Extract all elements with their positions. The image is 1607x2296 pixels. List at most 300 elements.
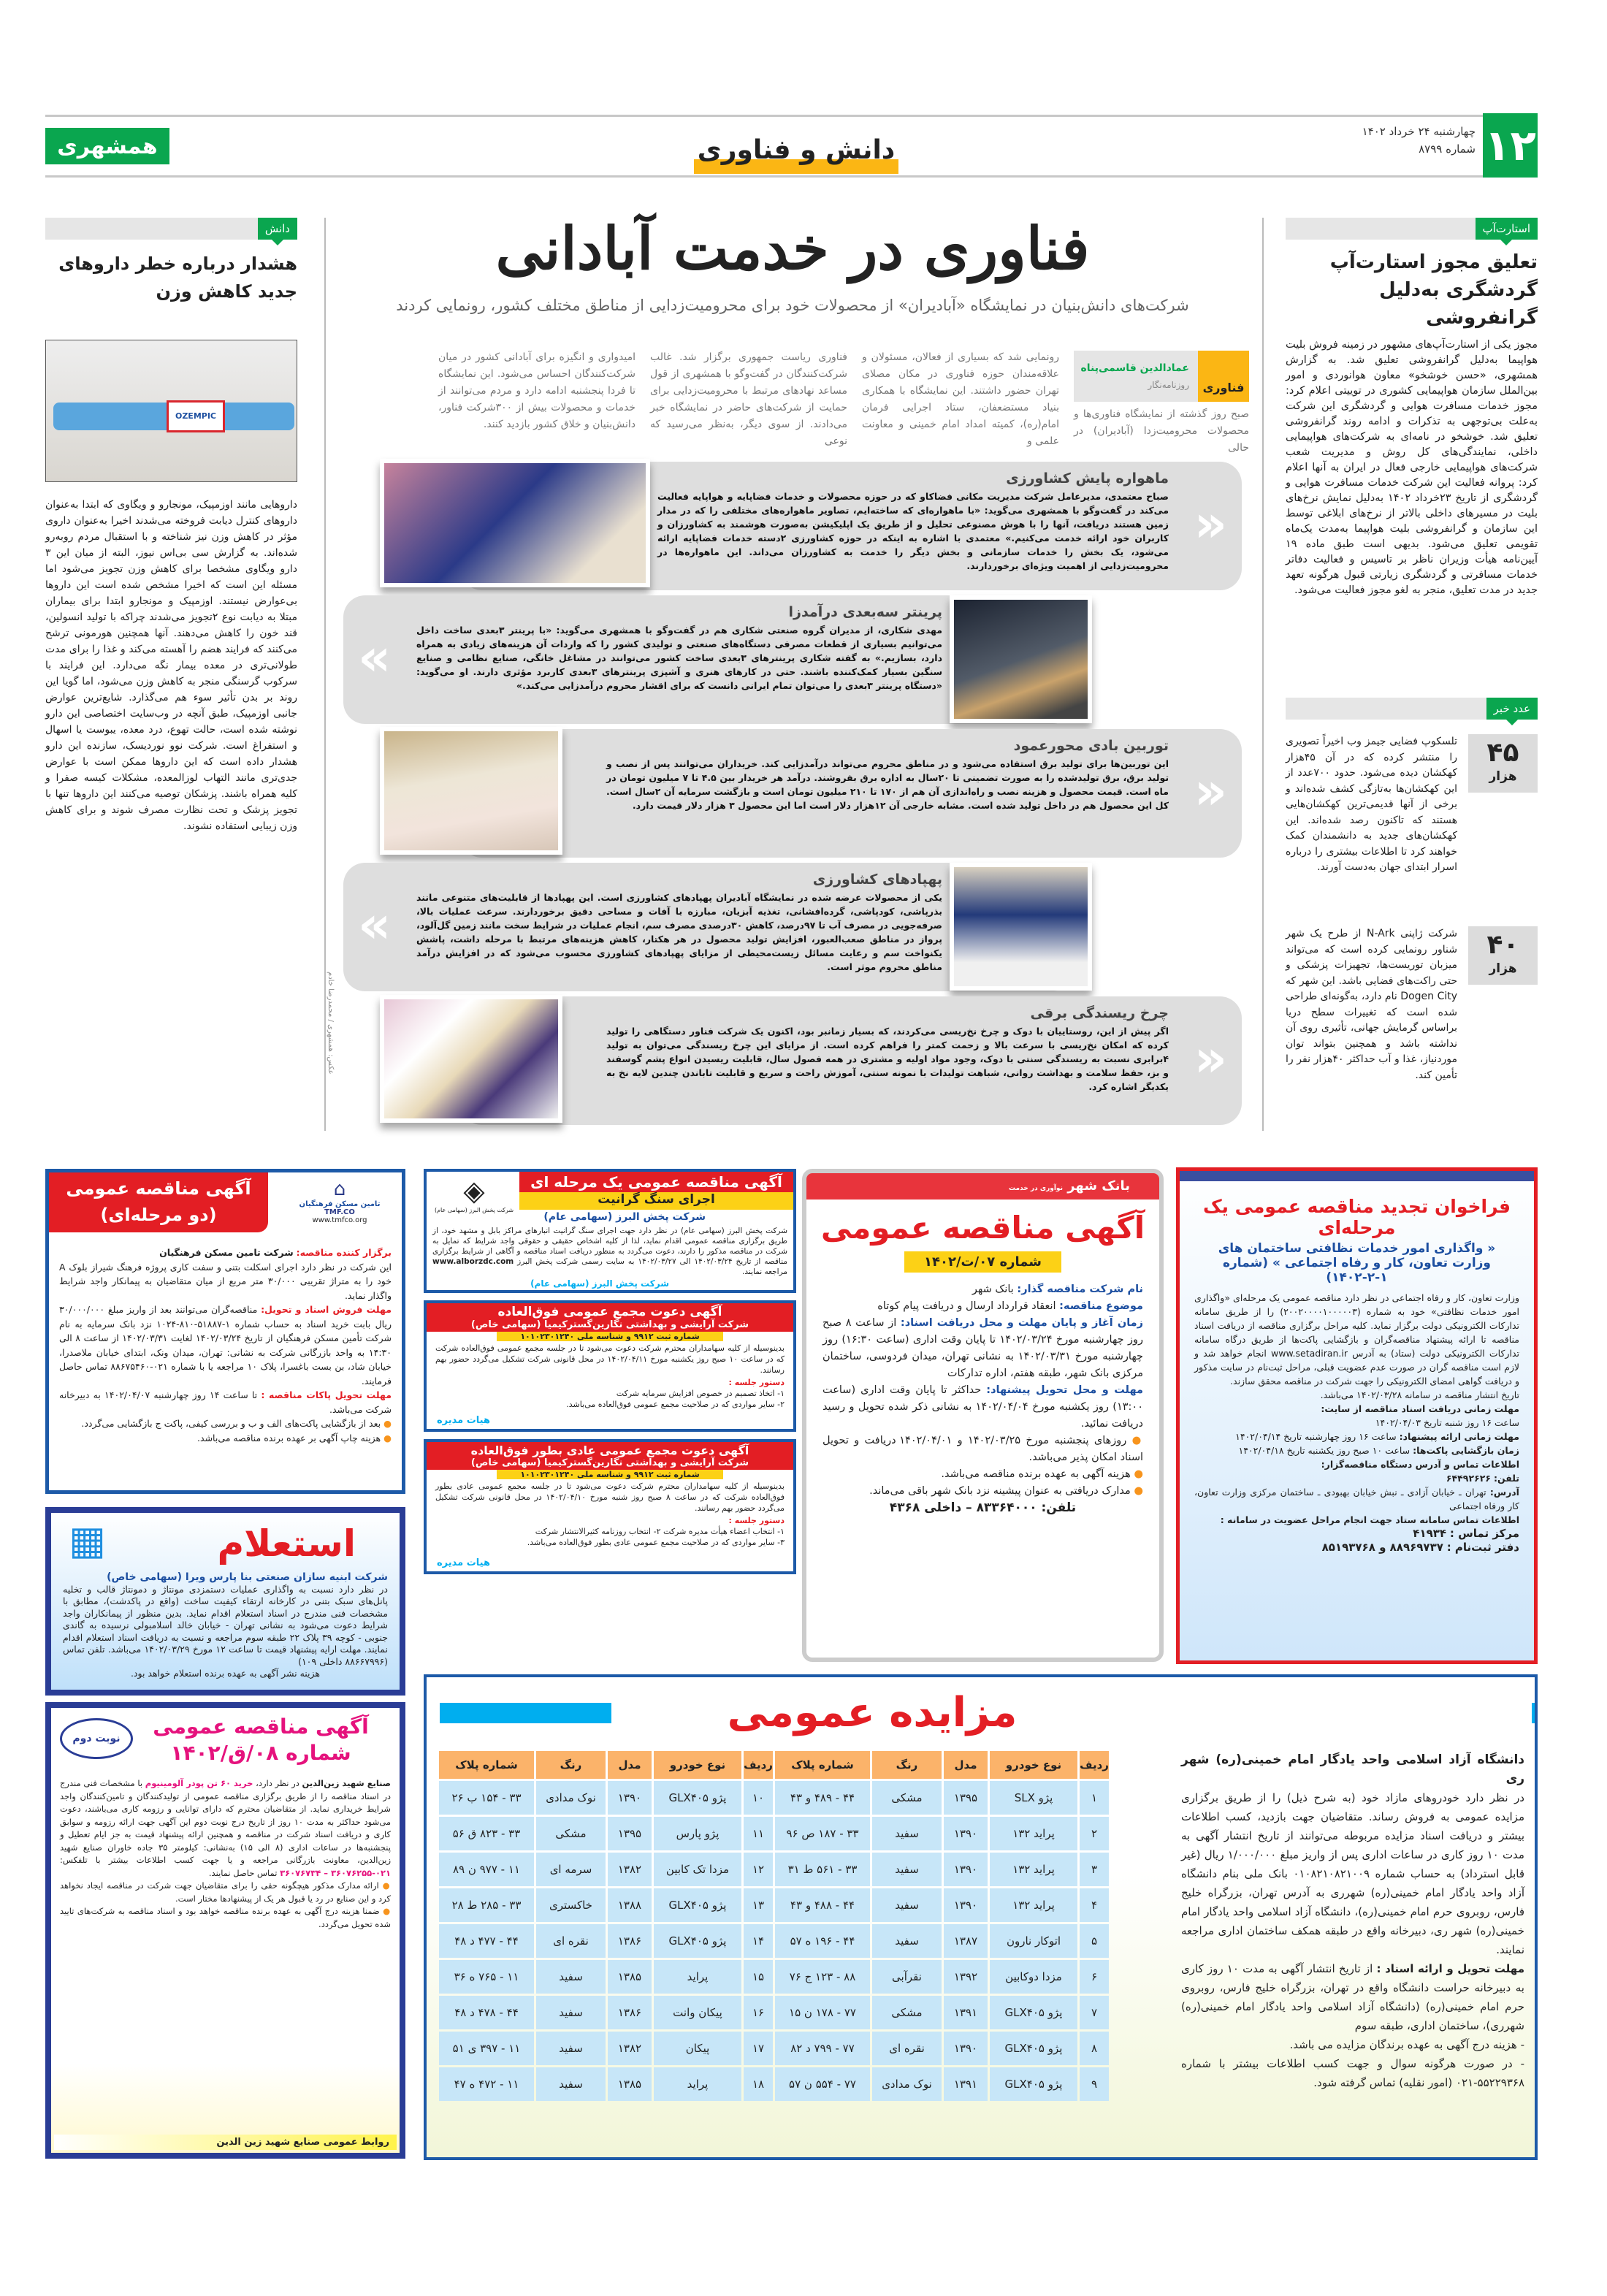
table-header: ردیف bbox=[1080, 1751, 1109, 1779]
ad-bullet: ● بعد از بازگشایی پاکت‌های الف و ب و بررسی کیفی، پاکت ج بازگشایی می‌گردد. bbox=[81, 1418, 392, 1429]
ad-note: - در صورت هرگونه سوال و جهت کسب اطلاعات بیشتر با شماره ۵۵۲۲۹۳۶۸-۰۲۱ (امور نقلیه) تماس گرفته شود. bbox=[1181, 2057, 1524, 2089]
ad-value: انعقاد قرارداد ارسال و دریافت پیام کوتاه bbox=[877, 1300, 1056, 1312]
ad-title: آگهی مناقصه عمومی یک مرحله ای bbox=[519, 1172, 793, 1192]
ad-company: شرکت ابنیه سازان صنعتی بنا پارس ویرا (سهامی خاص) bbox=[107, 1571, 388, 1583]
ad-company: شرکت آرایشی و بهداشتی نگارین‌گسترکیمیا (سهامی خاص) bbox=[470, 1319, 749, 1330]
author-name: عمادالدین قاسمی‌پناه bbox=[1080, 362, 1189, 374]
ad-bullet-text: ضمنا هزینه درج آگهی به عهده برنده مناقصه خواهد بود و اسناد مناقصه به شرکت‌های تایید شده تحویل می‌گردد. bbox=[60, 1906, 391, 1929]
ad-text: در نظر دارد، bbox=[256, 1778, 299, 1788]
bank-logo bbox=[806, 1173, 1159, 1200]
ad-subject: اجرای سنگ گرانیت bbox=[519, 1192, 793, 1210]
table-cell: ۱۱ bbox=[744, 1817, 773, 1850]
ad-zeinoddin-tender bbox=[45, 1702, 405, 2159]
wind-turbine-photo bbox=[380, 727, 562, 855]
number-value: ۴۰ bbox=[1486, 930, 1519, 960]
title-bar-left bbox=[440, 1703, 611, 1723]
ad-signature: هیات مدیره bbox=[437, 1415, 490, 1426]
ad-company: شرکت پخش البرز (سهامی عام) bbox=[543, 1211, 706, 1223]
table-row bbox=[439, 1888, 1109, 1922]
table-cell: ۱۳۹۱ bbox=[944, 1996, 988, 2029]
feature-body: اگر پیش از این، روستاییان با دوک و چرخ نخ‌ریسی می‌کردند، که بسیار زمانبر بود، اکنون یک شرکت فناور دستگاهی را تولید کرده که امکان نخ‌ریسی با سرعت بالا و زحمت کمتر را فراهم کرده است. از مزایای این چرخ ریسندگی می‌توان به تولید ۴برابری نسبت به ریسندگی سنتی با دوک، وجود مواد اولیه و مشتری در همه فصول سال، قابلیت ریسیدن انواع پشم گوسفند و بز، حفظ سلامت و بهداشت روانی، شباهت تولیدات با نمونه سنتی، آموزش راحت و سریع و قابلیت تاباندن چندین لایه نخ به یکدیگر اشاره کرد. bbox=[606, 1026, 1169, 1092]
table-cell: خاکستری bbox=[536, 1888, 606, 1922]
table-cell: نقره ای bbox=[872, 2032, 942, 2065]
ad-agenda bbox=[427, 1377, 793, 1410]
ad-label: موضوع مناقصه: bbox=[1059, 1300, 1143, 1312]
table-cell: ۴۴ - ۴۷۸ د ۴۸ bbox=[439, 1996, 534, 2029]
table-cell: ۱۳۹۲ bbox=[944, 1960, 988, 1994]
table-row bbox=[439, 1960, 1109, 1994]
ad-label: مهلت تحویل و ارائه اسناد : bbox=[1376, 1962, 1524, 1975]
table-cell: ۹ bbox=[1080, 2067, 1109, 2101]
table-cell: ۳۳ - ۱۵۴ ب ۲۶ bbox=[439, 1781, 534, 1815]
ad-body bbox=[1180, 1288, 1534, 1557]
ad-number: شماره ۰۷/ت/۱۴۰۲ bbox=[904, 1251, 1061, 1273]
table-cell: ۱۳۸۶ bbox=[608, 1924, 652, 1958]
intro-col: امیدواری و انگیزه برای آبادانی کشور در میان شرکت‌کنندگان احساس می‌شود. این نمایشگاه تا فردا پنجشنبه ادامه دارد و مردم می‌توانند از خدمات و محصولات بیش از ۳۰۰شرکت فناور، دانش‌بنیان و خلاق کشور بازدید کنند. bbox=[438, 351, 636, 430]
ad-title: استعلام bbox=[217, 1522, 356, 1565]
table-cell: سفید bbox=[872, 1817, 942, 1850]
table-cell: ۴۴ - ۴۷۷ د ۴۸ bbox=[439, 1924, 534, 1958]
ad-label: برگزار کننده مناقصه: bbox=[296, 1247, 392, 1258]
table-row bbox=[439, 1996, 1109, 2029]
ad-ministry-tender bbox=[1176, 1167, 1538, 1664]
table-header: رنگ bbox=[536, 1751, 606, 1779]
feature-title: پهپادهای کشاورزی bbox=[812, 872, 942, 888]
table-cell: پژو GLX۴۰۵ bbox=[654, 1888, 741, 1922]
ad-header bbox=[427, 1303, 793, 1332]
numbers-tag-bar bbox=[1286, 698, 1538, 720]
table-cell: ۱۳۸۷ bbox=[944, 1924, 988, 1958]
table-cell: ۱۳۹۰ bbox=[944, 1853, 988, 1886]
author-role: روزنامه‌نگار bbox=[1148, 380, 1189, 390]
science-headline: هشدار درباره خطر داروهای جدید کاهش وزن bbox=[58, 253, 297, 302]
table-cell: ۷۷ - ۵۵۴ ن ۵۷ bbox=[775, 2067, 870, 2101]
table-cell: ۶ bbox=[1080, 1960, 1109, 1994]
ad-phone: ۰۲۱-۳۶۰۷۶۲۵۵ – ۳۶۰۷۶۷۳۴ bbox=[280, 1867, 391, 1878]
table-cell: سفید bbox=[872, 1853, 942, 1886]
ad-value: تا ساعت ۱۴ روز چهارشنبه ۱۴۰۲/۰۴/۰۷ به دبیرخانه شرکت می‌باشد. bbox=[59, 1389, 392, 1415]
chevron-left-icon: « bbox=[1194, 494, 1227, 554]
table-cell: ۴۴ - ۴۸۸ و ۴۳ bbox=[775, 1888, 870, 1922]
bank-logo-text: بانک شهر bbox=[1067, 1178, 1130, 1194]
table-cell: ۱۳ bbox=[744, 1888, 773, 1922]
alborz-logo-icon: ◈ bbox=[463, 1175, 485, 1207]
table-cell: مزدا تک کابین bbox=[654, 1853, 741, 1886]
tmf-logo bbox=[285, 1178, 394, 1224]
ad-body: بدینوسیله از کلیه سهامداران محترم شرکت دعوت می‌شود تا در جلسه مجمع عمومی عادی بطور فوق‌العاده شرکت که در ساعت ۸ صبح روز شنبه مورخ ۱۴۰۲/۰۴/۱۰ در محل قانونی شرکت تشکیل می‌گردد حضور بهم رسانند. bbox=[435, 1481, 785, 1513]
satellite-photo bbox=[380, 459, 650, 587]
tmf-logo-en: TMF.CO bbox=[324, 1208, 355, 1216]
intro-col: صبح روز گذشته از نمایشگاه فناوری‌ها و محصولات محرومیت‌زدا (آبادیران) در حالی bbox=[1074, 408, 1249, 454]
ad-body bbox=[432, 1226, 787, 1277]
table-header: مدل bbox=[944, 1751, 988, 1779]
photo-credit: عکس: همشهری / محمدرضا خادم bbox=[327, 972, 335, 1075]
table-cell: ۸۸ - ۱۲۳ ج ۷۶ bbox=[775, 1960, 870, 1994]
ad-label: دفتر ثبت‌نام : bbox=[1446, 1541, 1519, 1554]
ad-bullet-text: هزینه چاپ آگهی بر عهده برنده مناقصه می‌باشد. bbox=[197, 1432, 381, 1443]
ad-value: ساعت ۱۶ روز چهارشنبه تاریخ ۱۴۰۲/۰۴/۱۴ bbox=[1235, 1431, 1397, 1442]
table-cell: ۲ bbox=[1080, 1817, 1109, 1850]
table-cell: ۱۵ bbox=[744, 1960, 773, 1994]
ad-label: مهلت تحویل پاکات مناقصه : bbox=[261, 1389, 392, 1400]
ad-body bbox=[60, 1777, 391, 1931]
ad-footer: هزینه نشر آگهی به عهده برنده استعلام خواهد بود. bbox=[130, 1668, 321, 1679]
table-cell: پژو SLX bbox=[990, 1781, 1077, 1815]
ad-phone: ۸۸۹۶۹۷۳۷ و ۸۵۱۹۳۷۶۸ bbox=[1321, 1541, 1443, 1554]
table-cell: ۱۳۹۵ bbox=[944, 1781, 988, 1815]
feature-body: مهدی شکاری، از مدیران گروه صنعتی شکاری هم در گفت‌وگو با همشهری می‌گوید: «با پرینتر ۳بعدی ساخت داخل می‌توانیم بسیاری از قطعات مصرفی دستگاه‌های صنعتی و تولیدی کشور را که واردات آن هزینه‌های زیادی به همراه دارد، بسازیم.» به گفته شکاری پرینترهای ۳بعدی ساخت کشور می‌توانند در مشاغل خانگی، صنایع نظامی و صنایع سنگین بسیار کمک‌کننده باشند. حتی در کارهای هنری و آشپزی پرینترهای ۳بعدی کاربرد مؤثری دارند. او می‌گوید: «دستگاه پرینتر ۳بعدی را می‌توان تمام ایرانی دانست که برای اقشار محروم درآمدزایی می‌کند.» bbox=[416, 625, 942, 691]
table-cell: ۱۳۹۰ bbox=[944, 1888, 988, 1922]
table-cell: ۱۳۹۱ bbox=[944, 2067, 988, 2101]
ad-subtitle: « واگذاری امور خدمات نظافتی ساختمان های وزارت تعاون، کار و رفاه اجتماعی » (شماره ۱-۲-۱۴۰۲) bbox=[1218, 1241, 1496, 1285]
ad-agenda-item: ۲- سایر مواردی که در صلاحیت مجمع عمومی فوق‌العاده می‌باشد. bbox=[566, 1400, 785, 1409]
table-row bbox=[439, 1853, 1109, 1886]
ad-label: مهلت زمانی دریافت اسناد مناقصه از سایت: bbox=[1321, 1403, 1519, 1414]
issue-info bbox=[1308, 123, 1476, 158]
table-cell: ۱۳۹۰ bbox=[944, 1817, 988, 1850]
tmf-url: www.tmfco.org bbox=[312, 1216, 367, 1224]
table-cell: مشکی bbox=[536, 1817, 606, 1850]
ad-text: این شرکت در نظر دارد اجرای اسکلت بتنی و سفت کاری پروژه فرهنگ شیراز بلوک A خود را به متراژ تقریبی ۳۰/۰۰۰ متر مربع از میان متقاضیان به پیمانکار واجد شرایط واگذار نماید. bbox=[59, 1261, 392, 1301]
ad-title: فراخوان تجدید مناقصه عمومی یک مرحله‌ای bbox=[1202, 1196, 1511, 1238]
ozempic-photo bbox=[45, 340, 297, 482]
ad-signature: هیات مدیره bbox=[437, 1557, 490, 1568]
ad-bullet: ● مدارک دریافتی به عنوان پیشینه نزد بانک شهر باقی می‌ماند. bbox=[869, 1485, 1143, 1497]
ad-bullet: ● هزینه چاپ آگهی بر عهده برنده مناقصه می‌باشد. bbox=[197, 1432, 392, 1443]
house-icon: ⌂ bbox=[333, 1178, 346, 1200]
number-text: تلسکوپ فضایی جیمز وب اخیراً تصویری را منتشر کرده که در آن ۴۵هزار کهکشان دیده می‌شود. حدود ۷۰۰عدد از این کهکشان‌ها به‌تازگی کشف شده‌اند و برخی از آنها قدیمی‌ترین کهکشان‌هایی هستند که تاکنون رصد شده‌اند. این کهکشان‌های جدید به دانشمندان کمک خواهند کرد تا اطلاعات بیشتری را درباره اسرار ابتدای جهان به‌دست آورند. bbox=[1286, 736, 1457, 873]
title-bar-right bbox=[1532, 1703, 1538, 1723]
issue-number: شماره ۸۷۹۹ bbox=[1419, 142, 1476, 156]
table-cell: مشکی bbox=[872, 1996, 942, 2029]
ad-label: تلفن: bbox=[1493, 1473, 1519, 1484]
ad-company: شرکت آرایشی و بهداشتی نگارین‌گسترکیمیا (سهامی خاص) bbox=[470, 1457, 749, 1468]
ad-agenda-item: ۳- سایر مواردی که در صلاحیت مجمع عمومی عادی بطور فوق‌العاده می‌باشد. bbox=[527, 1538, 785, 1547]
page-number: ۱۲ bbox=[1483, 113, 1538, 178]
ad-org: دانشگاه آزاد اسلامی واحد یادگار امام خمینی(ره) شهر ری bbox=[1181, 1752, 1524, 1786]
ad-kimia-extraordinary bbox=[424, 1300, 796, 1432]
ad-label: مهلت زمانی ارائه پیشنهاد: bbox=[1399, 1431, 1519, 1442]
table-cell: ۳۳ - ۵۶۱ ط ۳۱ bbox=[775, 1853, 870, 1886]
ad-agenda-label: دستور جلسه : bbox=[728, 1378, 785, 1387]
ad-text: در نظر دارد خودروهای مازاد خود (به شرح ذیل) را از طریق برگزاری مزایده عمومی به فروش رساند. متقاضیان جهت بازدید، کسب اطلاعات بیشتر و دریافت اسناد مزایده مربوطه می‌توانند از تاریخ انتشار آگهی به مدت ۱۰ روز کاری در ساعات اداری پس از واریز مبلغ ۱/۰۰۰/۰۰۰ ریال (غیر قابل استرداد) به حساب شماره ۰۱۰۸۲۱۰۸۲۱۰۰۹ بانک ملی بنام دانشگاه آزاد واحد یادگار امام خمینی(ره) شهرری به آدرس تهران، بزرگراه خلیج فارس، روبروی حرم امام خمینی(ره)، دانشگاه آزاد اسلامی واحد یادگار امام خمینی(ره) شهر ری، دبیرخانه واقع در طبقه همکف ساختمان اداری مراجعه نمایند. bbox=[1181, 1791, 1524, 1956]
ad-label: زمان آغاز و پایان مهلت و محل دریافت اسناد: bbox=[900, 1317, 1143, 1329]
ad-kimia-ordinary bbox=[424, 1439, 796, 1574]
table-cell: سفید bbox=[536, 1960, 606, 1994]
ad-top-bar bbox=[1180, 1171, 1534, 1181]
ad-title: آگهی دعوت مجمع عمومی عادی بطور فوق‌العاده bbox=[470, 1443, 749, 1457]
ad-number: شماره ۰۸/ق/۱۴۰۲ bbox=[170, 1741, 351, 1765]
ad-registration: شماره ثبت ۹۹۱۲ و شناسه ملی ۱۰۱۰۲۳۰۱۲۴۰ bbox=[497, 1332, 723, 1341]
table-row bbox=[439, 1781, 1109, 1815]
table-cell: ۱۸ bbox=[744, 2067, 773, 2101]
table-header: ردیف bbox=[744, 1751, 773, 1779]
ad-label: اطلاعات تماس سامانه ستاد جهت انجام مراحل عضویت در سامانه : bbox=[1220, 1514, 1519, 1525]
ad-estelam bbox=[45, 1507, 405, 1696]
column-divider bbox=[1262, 218, 1264, 1131]
ad-value: مناقصه‌گران می‌توانند بعد از واریز مبلغ ۳۰/۰۰۰/۰۰۰ ریال بابت خرید اسناد به حساب شماره ۱-۵۱۸۸۷-۸۱۰-۱۰۲۴ نزد بانک سرمایه به نام شرکت تأمین مسکن فرهنگیان از تاریخ ۱۴۰۲/۰۳/۲۴ لغایت ۱۴۰۲/۰۳/۳۱ از ساعت ۸ الی ۱۴:۳۰ به واحد بازرگانی شرکت به نشانی: تهران، میدان ونک، ابتدای خیابان ملاصدرا، خیابان شاد، بن بست باغسرا، پلاک ۱۰ مراجعه یا با شماره ۰۲۱-۸۸۶۷۵۴۶۰ تماس حاصل فرمایند. bbox=[59, 1304, 392, 1387]
ad-body bbox=[806, 1278, 1159, 1519]
table-cell: ۱۳۸۲ bbox=[608, 2032, 652, 2065]
ad-body bbox=[59, 1246, 392, 1445]
table-header-row bbox=[439, 1751, 1109, 1779]
table-row bbox=[439, 1924, 1109, 1958]
feature-body: یکی از محصولات عرضه شده در نمایشگاه آبادیران پهپادهای کشاورزی است. این پهپادها از قابلیت‌های متنوعی مانند بذرپاشی، کودپاشی، گرده‌افشانی، تغذیه آبزیان، مبارزه با آفات و مساحی دقیق برخوردارند. سرعت عملیات بالا، صرفه‌جویی در مصرف آب تا ۹۷درصد، کاهش ۳۰درصدی مصرف سم، انجام عملیات در شرایط سخت مانند زمین گل‌آلود، پرواز در مناطق صعب‌العبور، افزایش تولید محصول در هر هکتار، کاهش هزینه‌های مرتبط با مرحله داشت، پاشش یکنواخت سم و رعایت مسائل زیست‌محیطی از مزایای پهپادهای کشاورزی محسوب می‌شود که در افزایش درآمد مناطق محروم موثر است. bbox=[416, 892, 942, 972]
ad-agenda-item: ۱- انتخاب اعضاء هیأت مدیره شرکت ۲- انتخاب روزنامه کثیرالانتشار شرکت bbox=[535, 1527, 785, 1536]
spinning-wheel-photo bbox=[380, 995, 562, 1123]
ad-value: از تاریخ انتشار آگهی به مدت ۱۰ روز کاری به دبیرخانه حراست دانشگاه واقع در تهران، بزرگراه خلیج فارس، روبروی حرم امام خمینی(ره) (دانشگاه آزاد اسلامی واحد یادگار امام خمینی(ره) شهرری)، ساختمان اداری، طبقه سوم bbox=[1181, 1962, 1524, 2032]
ad-title-2: (دو مرحله‌ای) bbox=[100, 1205, 217, 1225]
ad-label: مهلت و محل تحویل پیشنهاد: bbox=[986, 1384, 1144, 1396]
3d-printer-photo bbox=[950, 595, 1092, 723]
table-cell: ۷۷ - ۷۹۹ د ۸۲ bbox=[775, 2032, 870, 2065]
science-tag: دانش bbox=[258, 218, 297, 240]
table-cell: سفید bbox=[872, 1924, 942, 1958]
ad-value: شرکت تامین مسکن فرهنگیان bbox=[159, 1247, 294, 1258]
table-cell: ۱۳۸۵ bbox=[608, 2067, 652, 2101]
ad-text: شرکت پخش البرز (سهامی عام) در نظر دارد جهت اجرای سنگ گرانیت انبارهای مراکز بابل و مشهد خود، از طریق برگزاری مناقصه عمومی اقدام نماید، لذا از کلیه اشخاص حقیقی و حقوقی واجد شرایط که تمایل به شرکت در مناقصه مذکور را دارند، دعوت می‌گردد به منظور دریافت اسناد مناقصه و آگاهی از شرایط برگزاری مناقصه از تاریخ ۱۴۰۲/۰۳/۲۴ الی ۱۴۰۲/۰۳/۲۷ به سایت رسمی شرکت پخش البرز bbox=[432, 1227, 787, 1266]
table-cell: ۱۳۹۰ bbox=[944, 2032, 988, 2065]
table-cell: پیکان وانت bbox=[654, 1996, 741, 2029]
table-cell: ۳۳ - ۱۸۷ ص ۹۶ bbox=[775, 1817, 870, 1850]
ad-bullet-text: ارائه مدارک مذکور هیچگونه حقی را برای متقاضیان جهت شرکت در مناقصه ایجاد نخواهد کرد و این صنایع در رد یا قبول هر یک از پیشنهادها مختار است. bbox=[60, 1880, 391, 1904]
table-cell: ۳۳ - ۲۸۵ ط ۲۸ bbox=[439, 1888, 534, 1922]
ad-footer: روابط عمومی صنایع شهید زین الدین bbox=[54, 2135, 397, 2150]
table-cell: ۱۰ bbox=[744, 1781, 773, 1815]
ad-value: ساعت ۱۶ روز شنبه تاریخ ۱۴۰۲/۰۴/۰۳ bbox=[1375, 1417, 1519, 1428]
ad-label: اطلاعات تماس و آدرس دستگاه مناقصه‌گزار: bbox=[1321, 1459, 1519, 1470]
table-cell: نقره ای bbox=[536, 1924, 606, 1958]
ad-bank-shahr bbox=[802, 1169, 1164, 1662]
table-header: رنگ bbox=[872, 1751, 942, 1779]
ad-label: مرکز تماس : bbox=[1449, 1527, 1519, 1540]
table-header: نوع خودرو bbox=[990, 1751, 1077, 1779]
chevron-right-icon: » bbox=[358, 895, 392, 955]
table-cell: ۱۳۸۵ bbox=[608, 1960, 652, 1994]
table-cell: پراید bbox=[654, 1960, 741, 1994]
ad-bullet: ● ضمنا هزینه درج آگهی به عهده برنده مناقصه خواهد بود و اسناد مناقصه به شرکت‌های تایید شده تحویل می‌گردد. bbox=[60, 1906, 392, 1929]
ad-body bbox=[1181, 1750, 1524, 2092]
ad-label: زمان بازگشایی پاکت‌ها: bbox=[1413, 1445, 1519, 1456]
table-header: مدل bbox=[608, 1751, 652, 1779]
ad-registration: شماره ثبت ۹۹۱۲ و شناسه ملی ۱۰۱۰۲۳۰۱۲۴۰ bbox=[497, 1470, 723, 1479]
numbers-tag: عدد خبر bbox=[1486, 698, 1538, 720]
ad-header bbox=[144, 1714, 378, 1766]
ad-publish-date: تاریخ انتشار مناقصه در سامانه ۱۴۰۲/۰۳/۲۸ می‌باشد. bbox=[1320, 1389, 1519, 1400]
table-cell: ۱۳۸۲ bbox=[608, 1853, 652, 1886]
table-cell: پراید ۱۳۲ bbox=[990, 1817, 1077, 1850]
building-icon: ▦ bbox=[69, 1517, 107, 1563]
ad-value: از ساعت ۸ صبح روز چهارشنبه مورخ ۱۴۰۲/۰۳/۲۴ تا پایان وقت اداری (ساعت ۱۶:۳۰) روز چهارشنبه مورخ ۱۴۰۲/۰۳/۳۱ به نشانی تهران، میدان فردوسی، ساختمان مرکزی بانک شهر، طبقه هفتم، اداره تدارکات bbox=[822, 1317, 1143, 1379]
feature-box bbox=[460, 729, 1242, 858]
table-cell: اتوکار نارون bbox=[990, 1924, 1077, 1958]
table-header: شماره پلاک bbox=[775, 1751, 870, 1779]
ad-agenda-item: ۱- اتخاذ تصمیم در خصوص افزایش سرمایه شرکت bbox=[616, 1389, 785, 1398]
ad-item: خرید ۶۰ تن پودر آلومینیوم bbox=[145, 1778, 253, 1788]
table-cell: نوک مدادی bbox=[872, 2067, 942, 2101]
number-text: شرکت ژاپنی N-Ark از طرح یک شهر شناور رونمایی کرده است که می‌تواند میزبان توریست‌ها، تجهیزات پزشکی و حتی راکت‌های فضایی باشد. این شهر که Dogen City نام دارد، به‌گونه‌ای طراحی شده است که تغییرات سطح دریا براساس گرمایش جهانی، تأثیری روی آن نداشته باشد و همچنین بتواند توان موردنیاز، غذا و آب حداکثر ۴۰هزار نفر را تأمین کند. bbox=[1286, 928, 1458, 1081]
chevron-right-icon: » bbox=[358, 628, 392, 687]
table-cell: ۴ bbox=[1080, 1888, 1109, 1922]
ad-text: وزارت تعاون، کار و رفاه اجتماعی در نظر دارد مناقصه عمومی یک مرحله‌ای «واگذاری امور خدمات نظافتی» خود به شماره (۲۰۰۲۰۰۰۰۱۰۰۰۰۰۳) را از طریق سامانه تدارکات الکترونیکی دولت برگزار نماید. کلیه مراحل برگزاری مناقصه از دریافت اسناد مناقصه تا ارائه پیشنهاد مناقصه‌گران و بازگشایی پاکت‌ها از طریق درگاه سامانه تدارکات الکترونیکی دولت (ستاد) به آدرس www.setadiran.ir انجام خواهد شد و لازم است مناقصه گران در صورت عدم عضویت قبلی، مراحل ثبت‌نام در سایت مذکور و دریافت گواهی امضای الکترونیکی را جهت شرکت در مناقصه محقق سازند. bbox=[1194, 1292, 1519, 1387]
feature-body: این توربین‌ها برای تولید برق استفاده می‌شود و در مناطق محروم می‌تواند درآمدزایی کند. خریداران می‌توانند پس از نصب و تولید برق، برق تولیدشده را به صورت تضمینی تا ۲۰سال به اداره برق بفروشند. درآمد هر خریدار بین ۴.۵ تا ۷ میلیون تومان در ماه است. قیمت محصول و هزینه نصب و راه‌اندازی آن هم از ۱۷۰ تا ۲۱۰ میلیون تومان است و بازگشت سرمایه آن ۲سال است. کل این محصول هم در داخل تولید شده است. مشابه خارجی آن ۱۲هزار دلار است اما این محصول ۳ هزار دلار قیمت دارد. bbox=[606, 758, 1169, 811]
ad-bullet-text: روزهای پنجشنبه مورخ ۱۴۰۲/۰۳/۲۵ و ۱۴۰۲/۰۴/۰۱ دریافت و تحویل اسناد امکان پذیر می‌باشد. bbox=[822, 1435, 1143, 1463]
feature-body: صباح معتمدی، مدیرعامل شرکت مدیریت مکانی فضاکاو که در حوزه محصولات و خدمات فضاپایه و هواپایه فعالیت می‌کند در گفت‌وگو با همشهری می‌گوید: «با ماهواره‌ای که ساخته‌ایم، تصاویر ماهواره‌های مختلفی را که در مدار زمین هستند دریافت، آنها را با هوش مصنوعی تحلیل و از طریق یک اپلیکیشن به‌صورت هوشمند به کشاورزان و کاربران خود ارائه خدمت می‌کنیم.» معتمدی با اشاره به اینکه در حوزه کشاورزی ۲دسته خدمات فضاپایه ارائه می‌شود، یک بخش را خدمات سازمانی و بخش دیگر را خدمت به کشاورزان می‌داند. این ماهواره‌ها در محرومیت‌زدایی از اهمیت ویژه‌ای برخوردارند. bbox=[657, 491, 1169, 571]
ad-title: آگهی مناقصه عمومی bbox=[153, 1715, 369, 1739]
section-title-text: دانش و فناوری bbox=[697, 135, 896, 165]
table-cell: ۱۴ bbox=[744, 1924, 773, 1958]
ad-phone: تلفن: ۸۳۳۶۴۰۰۰ – داخلی ۴۳۶۸ bbox=[889, 1500, 1077, 1515]
ad-label: آدرس: bbox=[1489, 1487, 1519, 1498]
ad-header bbox=[49, 1172, 268, 1232]
ad-auction bbox=[424, 1674, 1538, 2160]
chevron-left-icon: « bbox=[1194, 1029, 1227, 1088]
ad-header bbox=[427, 1442, 793, 1470]
section-title bbox=[650, 135, 942, 165]
alborz-logo-text: شرکت پخش البرز (سهامی عام) bbox=[434, 1207, 514, 1213]
ad-text: با مشخصات فنی مندرج در اسناد مناقصه را از طریق برگزاری مناقصه عمومی از تولیدکنندگان و تامین‌کنندگان واجد شرایط خریداری نماید. از متقاضیان محترم که دارای توانایی و رزومه کاری می‌باشند، دعوت می‌شود حداکثر به مدت ۱۰ روز از تاریخ درج نوبت دوم این آگهی جهت ارائه رزومه و سوابق کاری و دریافت اسناد شرکت در مناقصه و همچنین ارائه پیشنهاد قیمت به جز ایام تعطیل و پنجشنبه‌ها در ساعات اداری (۸ الی ۱۵) به‌نشانی: کیلومتر ۳۵ جاده خاوران صنایع شهید زین‌الدین، معاونت بازرگانی مراجعه و یا جهت کسب اطلاعات بیشتر با تلفکس: bbox=[60, 1778, 391, 1865]
table-cell: ۱۱ - ۷۶۵ ه ۳۶ bbox=[439, 1960, 534, 1994]
table-cell: سفید bbox=[536, 2032, 606, 2065]
table-header: شماره پلاک bbox=[439, 1751, 534, 1779]
table-cell: ۱ bbox=[1080, 1781, 1109, 1815]
intro-col: رونمایی شد که بسیاری از فعالان، مسئولان و علاقه‌مندان حوزه فناوری در مکان مصلای تهران حضور داشتند. این نمایشگاه با همکاری بنیاد مستضعفان، ستاد اجرایی فرمان امام(ره)، کمیته امداد امام خمینی و معاونت علمی و bbox=[862, 351, 1059, 447]
number-box bbox=[1468, 734, 1538, 793]
main-headline: فناوری در خدمت آبادانی bbox=[495, 214, 1090, 283]
table-cell: پراید ۱۳۲ bbox=[990, 1888, 1077, 1922]
table-cell: ۳۳ - ۸۲۳ ق ۵۶ bbox=[439, 1817, 534, 1850]
table-cell: ۵ bbox=[1080, 1924, 1109, 1958]
ad-title: مزایده عمومی bbox=[727, 1689, 1018, 1736]
startup-headline: تعلیق مجوز استارت‌آپ گردشگری به‌دلیل گرانفروشی bbox=[1329, 251, 1538, 329]
number-unit: هزار bbox=[1489, 961, 1517, 976]
auction-table bbox=[437, 1749, 1111, 2103]
table-cell: پژو GLX۴۰۵ bbox=[990, 1996, 1077, 2029]
author-box bbox=[1074, 351, 1249, 402]
ad-phone: ۶۴۴۹۲۶۲۶ bbox=[1446, 1473, 1491, 1484]
feature-title: پرینتر سه‌بعدی درآمدزا bbox=[788, 604, 942, 620]
startup-tag-bar bbox=[1286, 218, 1538, 240]
ad-label: نام شرکت مناقصه گذار: bbox=[1017, 1284, 1143, 1295]
table-cell: پراید bbox=[654, 2067, 741, 2101]
alborz-logo bbox=[434, 1175, 514, 1213]
ad-agenda bbox=[427, 1515, 793, 1548]
main-subtitle: شرکت‌های دانش‌بنیان در نمایشگاه «آبادیران» از محصولات خود برای محرومیت‌زدایی از مناطق مختلف کشور، رونمایی کردند bbox=[396, 297, 1189, 314]
table-cell: ۱۳۹۵ bbox=[608, 1817, 652, 1850]
bank-logo-tagline: نوآوری در خدمت bbox=[1008, 1185, 1063, 1192]
ad-body bbox=[63, 1571, 388, 1680]
science-body: داروهایی مانند اوزمپیک، مونجارو و ویگاوی که ابتدا به‌عنوان داروهای کنترل دیابت فروخته می‌شدند اخیرا به‌عنوان داروی مؤثر در کاهش وزن نیز شناخته و با استقبال مردم روبه‌رو شده‌اند. به گزارش سی بی‌اس نیوز، البته از میان این ۳ دارو ویگاوی مشخصا برای کاهش وزن تجویز می‌شود اما مسئله این است که اخیرا مشخص شده است این داروها بی‌عوارض نیستند. اوزمپیک و مونجارو ابتدا برای بیماران مبتلا به دیابت نوع ۲تجویز می‌شدند چراکه با تولید انسولین، قند خون را کاهش می‌دهند. آنها همچنین هورمونی ترشح می‌کنند که فرایند هضم را آهسته می‌کند و غذا را برای مدت طولانی‌تری در معده بیمار نگه می‌دارد. این فرایند با سرکوب گرسنگی منجر به کاهش وزن می‌شود، اما گویا این روند بر بدن تأثیر سوء هم می‌گذارد. شایع‌ترین عوارض جانبی اوزمپیک، طبق آنچه در وب‌سایت اختصاصی این دارو نوشته شده است، حالت تهوع، درد معده، یبوست یا اسهال و استفراغ است. شرکت نوو نوردیسک، سازنده این دارو هشدار داده است که این داروها ممکن است با عوارض جدی‌تری مانند التهاب لوزالمعده، مشکلات کیسه صفرا و کلیه همراه باشند. پزشکان توصیه می‌کنند این داروها تنها با تجویز پزشک و تحت نظارت مصرف شوند و برای کاهش وزن زیبایی استفاده نشوند. bbox=[45, 499, 297, 832]
table-cell: ۱۱ - ۳۹۷ ی ۵۱ bbox=[439, 2032, 534, 2065]
ad-note: - هزینه درج آگهی به عهده برندگان مزایده می باشد. bbox=[1289, 2038, 1524, 2051]
ad-agenda-label: دستور جلسه : bbox=[728, 1516, 785, 1525]
ad-bullet: ● ارائه مدارک مذکور هیچگونه حقی را برای متقاضیان جهت شرکت در مناقصه ایجاد نخواهد کرد و این صنایع در رد یا قبول هر یک از پیشنهادها مختار است. bbox=[60, 1880, 391, 1904]
ad-alborz bbox=[424, 1169, 796, 1293]
ad-value: ساعت ۱۰ صبح روز یکشنبه تاریخ ۱۴۰۲/۰۴/۱۸ bbox=[1238, 1445, 1411, 1456]
ad-bullet: ● روزهای پنجشنبه مورخ ۱۴۰۲/۰۳/۲۵ و ۱۴۰۲/۰۴/۰۱ دریافت و تحویل اسناد امکان پذیر می‌باشد. bbox=[822, 1435, 1143, 1463]
startup-tag: استارت‌آپ bbox=[1476, 218, 1538, 240]
table-header: نوع خودرو bbox=[654, 1751, 741, 1779]
table-cell: ۷ bbox=[1080, 1996, 1109, 2029]
table-cell: نوک مدادی bbox=[536, 1781, 606, 1815]
ad-address: تهران ـ خیابان آزادی ـ نبش خیابان بهبودی ـ ساختمان مرکزی وزارت تعاون، کار ورفاه اجتماعی bbox=[1194, 1487, 1519, 1511]
table-cell: ۱۷ bbox=[744, 2032, 773, 2065]
ad-bullet-text: مدارک دریافتی به عنوان پیشینه نزد بانک شهر باقی می‌ماند. bbox=[869, 1485, 1131, 1497]
header-rule-bottom bbox=[45, 175, 1484, 178]
table-row bbox=[439, 2032, 1109, 2065]
number-unit: هزار bbox=[1489, 769, 1517, 784]
ad-title: آگهی مناقصه عمومی bbox=[820, 1210, 1145, 1246]
table-cell: ۱۱ - ۴۷۲ ه ۴۷ bbox=[439, 2067, 534, 2101]
ad-tmf-tender bbox=[45, 1169, 405, 1494]
table-cell: پیکان bbox=[654, 2032, 741, 2065]
table-cell: ۱۶ bbox=[744, 1996, 773, 2029]
table-cell: پژو GLX۴۰۵ bbox=[654, 1781, 741, 1815]
table-cell: مزدا دوکابین bbox=[990, 1960, 1077, 1994]
number-box bbox=[1468, 926, 1538, 985]
ad-phone: ۴۱۹۳۴ bbox=[1413, 1527, 1447, 1540]
table-cell: سفید bbox=[536, 2067, 606, 2101]
ad-value: بانک شهر bbox=[972, 1284, 1014, 1295]
feature-title: توربین بادی محورعمود bbox=[1013, 738, 1169, 754]
ad-text: تماس حاصل نمایند. bbox=[208, 1867, 278, 1878]
ozempic-label: OZEMPIC bbox=[167, 400, 225, 432]
table-cell: سفید bbox=[872, 1888, 942, 1922]
table-cell: ۴۴ - ۴۸۹ و ۴۳ bbox=[775, 1781, 870, 1815]
ad-value: حداکثر تا پایان وقت اداری (ساعت ۱۳:۰۰) روز یکشنبه مورخ ۱۴۰۲/۰۴/۰۴ به نشانی ذکر شده تحویل و رسید دریافت نمائید. bbox=[822, 1384, 1143, 1430]
table-cell: ۳ bbox=[1080, 1853, 1109, 1886]
startup-body: مجوز یکی از استارت‌آپ‌های مشهور در زمینه فروش بلیت هواپیما به‌دلیل گرانفروشی تعلیق شد. به گزارش همشهری، «حسن خوشخو» معاون هوانوردی و امور بین‌الملل سازمان هواپیمایی کشوری در توییتی اعلام کرد: مجوز خدمات مسافرت هوایی و گردشگری این شرکت به‌علت بی‌توجهی به تذکرات و ادامه روند گرانفروشی تعلیق شد. خوشخو در نامه‌ای به شرکت‌های هواپیمایی داخلی، نمایندگی‌های کل روش و مدیریت شعب شرکت‌های هواپیمایی خارجی فعال در ایران به آنها اعلام کرد: پروانه فعالیت این شرکت خدمات مسافرت هوایی و گردشگری از تاریخ ۲۳خرداد ۱۴۰۲ به‌دلیل نمایش نرخ‌های بلیت در مسیرهای داخلی بالاتر از نرخ‌های ابلاغی توسط این سازمان و گرانفروشی بلیت هواپیما به‌مدت یک‌ماه تقویمی تعلیق می‌شود. بدیهی است طبق ماده ۱۹ آیین‌نامه هیأت وزیران ناظر بر تاسیس و فعالیت دفاتر خدمات مسافرتی و گردشگری زیارتی قبول هرگونه تعهد جدید در مدت تعلیق، منجر به لغو مجوز فعالیت می‌شود. bbox=[1286, 339, 1538, 596]
table-cell: ۱۳۸۶ bbox=[608, 1996, 652, 2029]
table-cell: سرمه ای bbox=[536, 1853, 606, 1886]
ad-org: صنایع شهید زین‌الدین bbox=[302, 1778, 391, 1788]
ad-signature: شرکت پخش البرز (سهامی عام) bbox=[530, 1278, 669, 1289]
author-label: فناوری bbox=[1198, 351, 1249, 402]
table-cell: پژو GLX۴۰۵ bbox=[990, 2067, 1077, 2101]
ad-bullet-text: هزینه آگهی به عهده برنده مناقصه می‌باشد. bbox=[941, 1468, 1131, 1480]
table-cell: نقرآبی bbox=[872, 1960, 942, 1994]
feature-title: چرخ ریسندگی برقی bbox=[1030, 1005, 1169, 1021]
issue-date: چهارشنبه ۲۴ خرداد ۱۴۰۲ bbox=[1362, 125, 1476, 138]
ad-bullet: ● هزینه آگهی به عهده برنده مناقصه می‌باشد. bbox=[941, 1468, 1143, 1480]
table-cell: ۸ bbox=[1080, 2032, 1109, 2065]
table-cell: سفید bbox=[536, 1996, 606, 2029]
ad-title: آگهی مناقصه عمومی bbox=[66, 1178, 251, 1199]
ad-body: بدینوسیله از کلیه سهامداران محترم شرکت دعوت می‌شود تا در جلسه مجمع عمومی فوق‌العاده شرکت که در ساعت ۱۰ صبح روز یکشنبه مورخ ۱۴۰۲/۰۴/۱۱ در محل قانونی شرکت تشکیل می‌گردد حضور بهم رسانند. bbox=[435, 1343, 785, 1375]
ad-bullet-text: بعد از بازگشایی پاکت‌های الف و ب و بررسی کیفی، پاکت ج بازگشایی می‌گردد. bbox=[81, 1418, 381, 1429]
table-cell: ۱۳۹۰ bbox=[608, 1781, 652, 1815]
ad-link[interactable]: www.alborzdc.com bbox=[432, 1257, 514, 1266]
ad-label: مهلت فروش اسناد و تحویل: bbox=[261, 1304, 392, 1315]
ad-text: مراجعه نمایند. bbox=[742, 1267, 787, 1276]
number-value: ۴۵ bbox=[1486, 738, 1519, 768]
table-cell: پژو GLX۴۰۵ bbox=[654, 1924, 741, 1958]
header-rule-top bbox=[45, 115, 1484, 117]
chevron-left-icon: « bbox=[1194, 761, 1227, 821]
ad-text: در نظر دارد نسبت به واگذاری عملیات دستمزدی مونتاژ و دمونتاژ قالب و تخلیه پانل‌های سبک بتنی در کارخانه ارتقاء کیفیت ساخت (واقع در پاکدشت)، مطابق با مشخصات فنی مندرج در اسناد استعلام اقدام نماید. بدین منظور از پیمانکاران واجد شرایط دعوت می‌شود به نشانی تهران - خیابان خالد اسلامبولی نرسیده به گاندی جنوبی - کوچه ۳۹ پلاک ۲۲ طبقه سوم مراجعه و نسبت به دریافت اسناد استعلام اقدام نمایند. مهلت ارایه پیشنهاد قیمت تا ساعت ۱۲ مورخ ۱۴۰۲/۰۳/۲۹ می‌باشد. تلفن تماس (۸۸۶۶۷۹۹۶ داخلی ۱۰۹) bbox=[63, 1583, 388, 1667]
auction-table-grid bbox=[437, 1749, 1111, 2103]
table-cell: ۴۴ - ۱۹۶ ه ۵۷ bbox=[775, 1924, 870, 1958]
table-cell: پژو پارس bbox=[654, 1817, 741, 1850]
newspaper-logo: همشهری bbox=[45, 128, 169, 164]
table-cell: مشکی bbox=[872, 1781, 942, 1815]
table-row bbox=[439, 1817, 1109, 1850]
drone-photo bbox=[950, 863, 1092, 991]
science-tag-bar bbox=[45, 218, 297, 240]
table-cell: ۱۳۸۸ bbox=[608, 1888, 652, 1922]
table-cell: ۱۱ - ۹۷۷ ن ۸۹ bbox=[439, 1853, 534, 1886]
feature-title: ماهواره پایش کشاورزی bbox=[1006, 470, 1169, 487]
